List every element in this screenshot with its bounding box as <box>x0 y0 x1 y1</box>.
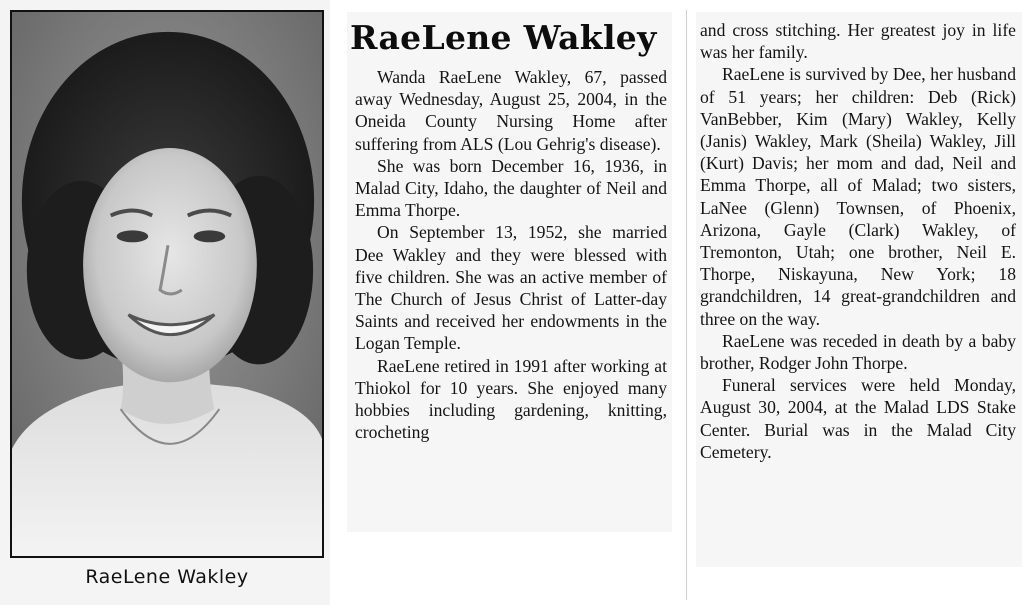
paragraph: On September 13, 1952, she married Dee Wakley and they were blessed with five children. She was an active member of The Church of Jesus Christ of Latter-day Saints and received her endowments in the Logan Temple. <box>355 222 667 354</box>
paragraph: Wanda RaeLene Wakley, 67, passed away Wednesday, August 25, 2004, in the Oneida County Nursing Home after suffering from ALS (Lou Gehrig's disease). <box>355 67 667 154</box>
photo-panel <box>0 0 330 605</box>
paragraph: RaeLene retired in 1991 after working at Thiokol for 10 years. She enjoyed many hobbies including gardening, knitting, crocheting <box>355 355 667 443</box>
paragraph: and cross stitching. Her greatest joy in life was her family. <box>700 20 1016 63</box>
paragraph: She was born December 16, 1936, in Malad City, Idaho, the daughter of Neil and Emma Thorpe. <box>355 155 667 221</box>
column-divider <box>686 10 687 600</box>
article-column-2 <box>700 19 1016 463</box>
paragraph: RaeLene was receded in death by a baby brother, Rodger John Thorpe. <box>700 330 1016 374</box>
paragraph: Funeral services were held Monday, August 30, 2004, at the Malad LDS Stake Center. Burial was in the Malad City Cemetery. <box>700 375 1016 462</box>
portrait-photo <box>10 10 324 558</box>
portrait-image <box>12 12 322 556</box>
article-headline: RaeLene Wakley <box>350 18 657 57</box>
article-column-1 <box>355 66 667 443</box>
photo-caption: RaeLene Wakley <box>85 566 249 588</box>
paragraph: RaeLene is survived by Dee, her husband of 51 years; her children: Deb (Rick) VanBebber, Kim (Mary) Wakley, Kelly (Janis) Wakley, Mark (Sheila) Wakley, Jill (Kurt) Davis; her mom and dad, Neil and Emma Thorpe, all of Malad; two sisters, LaNee (Glenn) Townsen, of Phoenix, Arizona, Gayle (Clark) Wakley, of Tremonton, Utah; one brother, Neil E. Thorpe, Niskayuna, New York; 18 grandchildren, 14 great-grandchildren and three on the way. <box>700 64 1016 329</box>
